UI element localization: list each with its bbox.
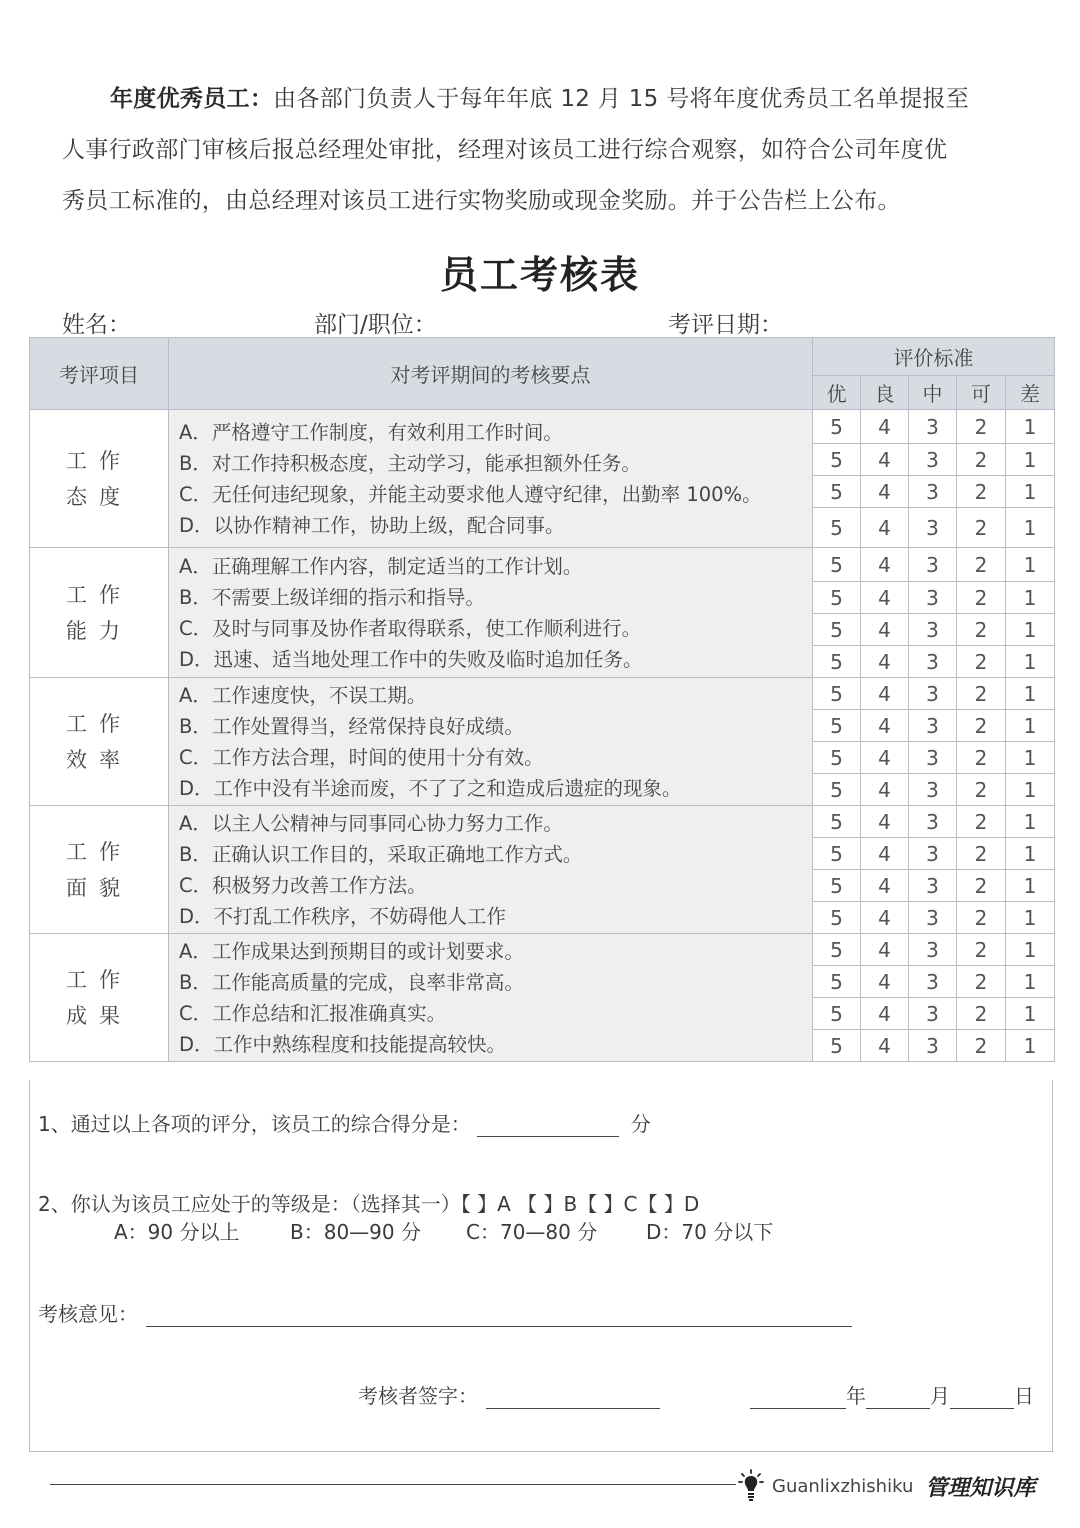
category-line-1: 工作 — [66, 448, 132, 473]
brand-name-cn: 管理知识库 — [925, 1474, 1036, 1501]
score-cell-good[interactable]: 4 — [861, 508, 909, 548]
points-cell — [169, 806, 813, 934]
score-cell-fair[interactable]: 2 — [957, 444, 1006, 476]
score-cell-fair[interactable]: 2 — [957, 998, 1006, 1030]
header-points: 对考评期间的考核要点 — [169, 338, 813, 410]
score-cell-excellent[interactable]: 5 — [813, 806, 861, 838]
criterion-item: A．正确理解工作内容，制定适当的工作计划。 — [179, 554, 583, 578]
score-cell-poor[interactable]: 1 — [1006, 774, 1055, 806]
score-cell-average[interactable]: 3 — [909, 838, 957, 870]
score-cell-good[interactable]: 4 — [861, 998, 909, 1030]
score-cell-fair[interactable]: 2 — [957, 902, 1006, 934]
score-cell-excellent[interactable]: 5 — [813, 476, 861, 508]
grade-a-desc: A：90 分以上 — [114, 1220, 240, 1244]
score-cell-poor[interactable]: 1 — [1006, 646, 1055, 678]
score-cell-fair[interactable]: 2 — [957, 476, 1006, 508]
criterion-item: C．工作方法合理，时间的使用十分有效。 — [179, 745, 544, 769]
date-field[interactable] — [668, 306, 947, 340]
score-cell-average[interactable]: 3 — [909, 508, 957, 548]
score-cell-average[interactable]: 3 — [909, 410, 957, 444]
category-line-2: 能力 — [66, 618, 132, 643]
score-cell-fair[interactable]: 2 — [957, 774, 1006, 806]
signer-label: 考核者签字： — [358, 1384, 478, 1408]
score-cell-fair[interactable]: 2 — [957, 966, 1006, 998]
intro-paragraph — [62, 74, 1024, 227]
grade-d-desc: D：70 分以下 — [646, 1220, 774, 1244]
score-cell-fair[interactable]: 2 — [957, 1030, 1006, 1062]
score-cell-poor[interactable]: 1 — [1006, 476, 1055, 508]
score-cell-fair[interactable]: 2 — [957, 646, 1006, 678]
score-cell-excellent[interactable]: 5 — [813, 646, 861, 678]
score-cell-excellent[interactable]: 5 — [813, 838, 861, 870]
category-cell — [30, 410, 169, 548]
score-cell-fair[interactable]: 2 — [957, 678, 1006, 710]
criterion-item: D．迅速、适当地处理工作中的失败及临时追加任务。 — [179, 647, 643, 671]
table-row — [30, 678, 1055, 710]
score-cell-average[interactable]: 3 — [909, 870, 957, 902]
score-cell-average[interactable]: 3 — [909, 614, 957, 646]
criterion-item: C．及时与同事及协作者取得联系，使工作顺利进行。 — [179, 616, 642, 640]
score-blank[interactable] — [477, 1114, 619, 1137]
grade-excellent: 优 — [813, 376, 861, 410]
criterion-item: B．工作处置得当，经常保持良好成绩。 — [179, 714, 524, 738]
category-line-2: 成果 — [66, 1003, 132, 1028]
score-cell-good[interactable]: 4 — [861, 774, 909, 806]
score-cell-poor[interactable]: 1 — [1006, 582, 1055, 614]
score-cell-poor[interactable]: 1 — [1006, 444, 1055, 476]
score-cell-good[interactable]: 4 — [861, 838, 909, 870]
score-cell-excellent[interactable]: 5 — [813, 902, 861, 934]
score-cell-fair[interactable]: 2 — [957, 870, 1006, 902]
criterion-item: A．工作成果达到预期目的或计划要求。 — [179, 939, 524, 963]
score-cell-average[interactable]: 3 — [909, 934, 957, 966]
grade-average: 中 — [909, 376, 957, 410]
score-cell-poor[interactable]: 1 — [1006, 838, 1055, 870]
table-body — [30, 410, 1055, 1062]
opinion-label: 考核意见： — [38, 1302, 138, 1326]
criterion-item: A．工作速度快，不误工期。 — [179, 683, 427, 707]
score-cell-excellent[interactable]: 5 — [813, 614, 861, 646]
dept-label: 部门/职位： — [314, 312, 437, 338]
dept-blank[interactable] — [445, 312, 621, 339]
opinion-blank[interactable] — [146, 1304, 852, 1327]
score-cell-excellent[interactable]: 5 — [813, 508, 861, 548]
score-cell-average[interactable]: 3 — [909, 444, 957, 476]
points-cell — [169, 678, 813, 806]
name-blank[interactable] — [143, 312, 285, 339]
score-cell-excellent[interactable]: 5 — [813, 678, 861, 710]
score-cell-excellent[interactable]: 5 — [813, 710, 861, 742]
criterion-item: D．以协作精神工作，协助上级，配合同事。 — [179, 513, 565, 537]
question-1: 1、通过以上各项的评分，该员工的综合得分是： 分 — [38, 1112, 651, 1136]
score-cell-poor[interactable]: 1 — [1006, 966, 1055, 998]
criterion-item: C．积极努力改善工作方法。 — [179, 873, 427, 897]
category-cell — [30, 678, 169, 806]
score-cell-excellent[interactable]: 5 — [813, 870, 861, 902]
criterion-item: D．工作中没有半途而废，不了了之和造成后遗症的现象。 — [179, 776, 682, 800]
year-blank[interactable] — [750, 1386, 846, 1409]
score-cell-fair[interactable]: 2 — [957, 806, 1006, 838]
criterion-item: D．不打乱工作秩序，不妨碍他人工作 — [179, 904, 507, 928]
score-cell-poor[interactable]: 1 — [1006, 870, 1055, 902]
table-row — [30, 548, 1055, 582]
score-cell-good[interactable]: 4 — [861, 902, 909, 934]
score-cell-good[interactable]: 4 — [861, 806, 909, 838]
table-row — [30, 410, 1055, 444]
score-cell-good[interactable]: 4 — [861, 548, 909, 582]
score-cell-good[interactable]: 4 — [861, 742, 909, 774]
criterion-item: B．正确认识工作目的，采取正确地工作方式。 — [179, 842, 583, 866]
brand-name-en: Guanlixzhishiku — [772, 1475, 914, 1497]
category-line-1: 工作 — [66, 839, 132, 864]
signature-blank[interactable] — [486, 1386, 660, 1409]
score-cell-average[interactable]: 3 — [909, 774, 957, 806]
score-cell-poor[interactable]: 1 — [1006, 710, 1055, 742]
score-cell-poor[interactable]: 1 — [1006, 806, 1055, 838]
score-cell-fair[interactable]: 2 — [957, 508, 1006, 548]
month-blank[interactable] — [866, 1386, 930, 1409]
signature-field[interactable] — [358, 1380, 660, 1409]
grade-poor: 差 — [1006, 376, 1055, 410]
score-cell-poor[interactable]: 1 — [1006, 508, 1055, 548]
score-cell-excellent[interactable]: 5 — [813, 410, 861, 444]
score-cell-average[interactable]: 3 — [909, 998, 957, 1030]
score-cell-fair[interactable]: 2 — [957, 548, 1006, 582]
name-label: 姓名： — [62, 312, 131, 338]
score-cell-average[interactable]: 3 — [909, 476, 957, 508]
score-cell-good[interactable]: 4 — [861, 934, 909, 966]
page-title: 员工考核表 — [439, 253, 640, 297]
grade-b-desc: B：80—90 分 — [290, 1220, 421, 1244]
intro-line-3: 秀员工标准的，由总经理对该员工进行实物奖励或现金奖励。并于公告栏上公布。 — [62, 188, 901, 214]
criterion-item: C．无任何违纪现象，并能主动要求他人遵守纪律，出勤率 100%。 — [179, 482, 762, 506]
score-cell-good[interactable]: 4 — [861, 476, 909, 508]
score-cell-average[interactable]: 3 — [909, 710, 957, 742]
intro-line-2: 人事行政部门审核后报总经理处审批，经理对该员工进行综合观察，如符合公司年度优 — [62, 137, 948, 163]
score-cell-average[interactable]: 3 — [909, 678, 957, 710]
header-category: 考评项目 — [30, 338, 169, 410]
evaluation-table — [29, 337, 1055, 1062]
dept-field[interactable] — [314, 306, 621, 340]
footer-divider — [50, 1484, 736, 1485]
score-cell-poor[interactable]: 1 — [1006, 934, 1055, 966]
score-cell-fair[interactable]: 2 — [957, 742, 1006, 774]
score-cell-good[interactable]: 4 — [861, 614, 909, 646]
criterion-item: B．工作能高质量的完成，良率非常高。 — [179, 970, 524, 994]
score-cell-good[interactable]: 4 — [861, 646, 909, 678]
score-cell-poor[interactable]: 1 — [1006, 742, 1055, 774]
score-cell-fair[interactable]: 2 — [957, 934, 1006, 966]
score-cell-excellent[interactable]: 5 — [813, 742, 861, 774]
category-line-2: 态度 — [66, 484, 132, 509]
grade-c-desc: C：70—80 分 — [466, 1220, 598, 1244]
date-label: 考评日期： — [668, 312, 783, 338]
category-line-1: 工作 — [66, 711, 132, 736]
points-cell — [169, 548, 813, 678]
criterion-item: D．工作中熟练程度和技能提高较快。 — [179, 1032, 507, 1056]
score-cell-excellent[interactable]: 5 — [813, 934, 861, 966]
category-line-2: 效率 — [66, 747, 132, 772]
category-line-1: 工作 — [66, 582, 132, 607]
day-blank[interactable] — [950, 1386, 1014, 1409]
question-2[interactable]: 2、你认为该员工应处于的等级是：（选择其一）【 】A 【 】B【 】C【 】D — [38, 1192, 700, 1216]
intro-bold-term: 年度优秀员工 — [110, 86, 250, 112]
score-cell-good[interactable]: 4 — [861, 444, 909, 476]
score-cell-excellent[interactable]: 5 — [813, 998, 861, 1030]
points-cell — [169, 934, 813, 1062]
lightbulb-icon — [738, 1468, 764, 1504]
score-cell-excellent[interactable]: 5 — [813, 582, 861, 614]
score-cell-good[interactable]: 4 — [861, 678, 909, 710]
table-row — [30, 806, 1055, 838]
date-blank[interactable] — [795, 312, 947, 339]
score-cell-good[interactable]: 4 — [861, 966, 909, 998]
score-cell-poor[interactable]: 1 — [1006, 614, 1055, 646]
score-cell-average[interactable]: 3 — [909, 1030, 957, 1062]
grade-good: 良 — [861, 376, 909, 410]
points-cell — [169, 410, 813, 548]
score-cell-fair[interactable]: 2 — [957, 710, 1006, 742]
category-cell — [30, 934, 169, 1062]
criterion-item: A．以主人公精神与同事同心协力努力工作。 — [179, 811, 563, 835]
opinion-field[interactable] — [38, 1298, 852, 1327]
score-cell-average[interactable]: 3 — [909, 806, 957, 838]
score-cell-good[interactable]: 4 — [861, 1030, 909, 1062]
score-cell-poor[interactable]: 1 — [1006, 410, 1055, 444]
score-cell-fair[interactable]: 2 — [957, 410, 1006, 444]
score-cell-excellent[interactable]: 5 — [813, 444, 861, 476]
score-cell-excellent[interactable]: 5 — [813, 966, 861, 998]
score-cell-average[interactable]: 3 — [909, 902, 957, 934]
score-cell-good[interactable]: 4 — [861, 410, 909, 444]
grade-fair: 可 — [957, 376, 1006, 410]
score-cell-excellent[interactable]: 5 — [813, 548, 861, 582]
score-cell-poor[interactable]: 1 — [1006, 1030, 1055, 1062]
name-field[interactable] — [62, 306, 285, 340]
score-cell-average[interactable]: 3 — [909, 646, 957, 678]
criterion-item: B．对工作持积极态度，主动学习，能承担额外任务。 — [179, 451, 641, 475]
score-cell-average[interactable]: 3 — [909, 582, 957, 614]
header-standard: 评价标准 — [813, 338, 1055, 376]
category-cell — [30, 806, 169, 934]
score-cell-excellent[interactable]: 5 — [813, 774, 861, 806]
score-cell-excellent[interactable]: 5 — [813, 1030, 861, 1062]
date-sign-field[interactable]: 年 月 日 — [750, 1380, 1034, 1409]
score-cell-fair[interactable]: 2 — [957, 614, 1006, 646]
brand-logo — [738, 1466, 1035, 1506]
score-cell-fair[interactable]: 2 — [957, 582, 1006, 614]
score-cell-poor[interactable]: 1 — [1006, 902, 1055, 934]
table-row — [30, 934, 1055, 966]
score-cell-average[interactable]: 3 — [909, 742, 957, 774]
score-cell-good[interactable]: 4 — [861, 582, 909, 614]
criterion-item: C．工作总结和汇报准确真实。 — [179, 1001, 447, 1025]
score-cell-fair[interactable]: 2 — [957, 838, 1006, 870]
criterion-item: B．不需要上级详细的指示和指导。 — [179, 585, 485, 609]
score-cell-good[interactable]: 4 — [861, 870, 909, 902]
criterion-item: A．严格遵守工作制度，有效利用工作时间。 — [179, 420, 563, 444]
score-cell-poor[interactable]: 1 — [1006, 678, 1055, 710]
score-cell-poor[interactable]: 1 — [1006, 998, 1055, 1030]
category-cell — [30, 548, 169, 678]
score-cell-average[interactable]: 3 — [909, 966, 957, 998]
intro-line-1: 年度优秀员工：由各部门负责人于每年年底 12 月 15 号将年度优秀员工名单提报至 — [110, 86, 970, 112]
score-cell-average[interactable]: 3 — [909, 548, 957, 582]
category-line-2: 面貌 — [66, 875, 132, 900]
score-cell-poor[interactable]: 1 — [1006, 548, 1055, 582]
score-cell-good[interactable]: 4 — [861, 710, 909, 742]
category-line-1: 工作 — [66, 967, 132, 992]
